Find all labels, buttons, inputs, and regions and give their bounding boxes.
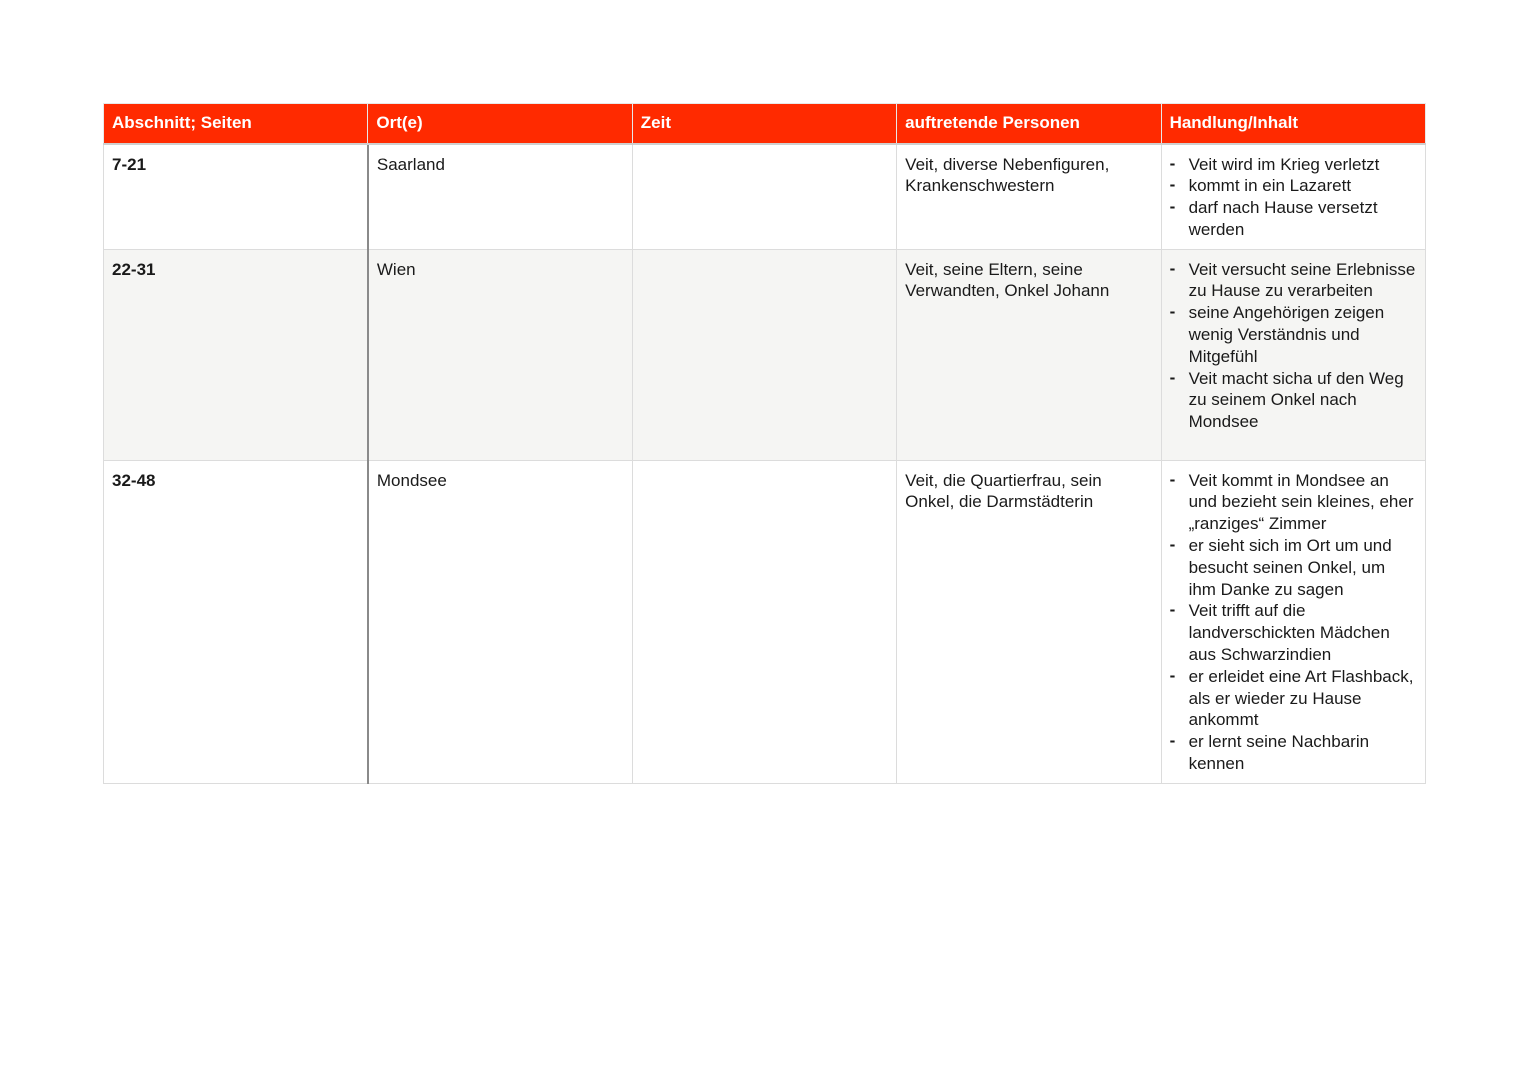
cell-handlung xyxy=(1161,249,1425,460)
cell-zeit xyxy=(632,460,896,783)
header-handlung: Handlung/Inhalt xyxy=(1161,104,1425,144)
table-row xyxy=(104,460,1426,783)
cell-personen: Veit, die Quartierfrau, sein Onkel, die Darmstädterin xyxy=(897,460,1161,783)
list-item: - Veit versucht seine Erlebnisse zu Hause zu verarbeiten xyxy=(1170,259,1417,303)
list-item: - Veit trifft auf die landverschickten Mädchen aus Schwarzindien xyxy=(1170,600,1417,665)
list-item: - er lernt seine Nachbarin kennen xyxy=(1170,731,1417,775)
cell-ort: Saarland xyxy=(368,144,632,250)
handlung-list xyxy=(1170,154,1417,241)
cell-personen: Veit, seine Eltern, seine Verwandten, Onkel Johann xyxy=(897,249,1161,460)
cell-abschnitt: 7-21 xyxy=(104,144,368,250)
table-row xyxy=(104,249,1426,460)
list-item: - Veit wird im Krieg verletzt xyxy=(1170,154,1417,176)
handlung-list xyxy=(1170,259,1417,433)
cell-handlung xyxy=(1161,144,1425,250)
handlung-list xyxy=(1170,470,1417,775)
header-zeit: Zeit xyxy=(632,104,896,144)
cell-personen: Veit, diverse Nebenfiguren, Krankenschwestern xyxy=(897,144,1161,250)
list-item: - Veit kommt in Mondsee an und bezieht sein kleines, eher „ranziges“ Zimmer xyxy=(1170,470,1417,535)
list-item: - er sieht sich im Ort um und besucht seinen Onkel, um ihm Danke zu sagen xyxy=(1170,535,1417,600)
cell-handlung xyxy=(1161,460,1425,783)
list-item: - kommt in ein Lazarett xyxy=(1170,175,1417,197)
header-row xyxy=(104,104,1426,144)
cell-ort: Wien xyxy=(368,249,632,460)
table-row xyxy=(104,144,1426,250)
header-personen: auftretende Personen xyxy=(897,104,1161,144)
cell-zeit xyxy=(632,249,896,460)
list-item: - seine Angehörigen zeigen wenig Verständnis und Mitgefühl xyxy=(1170,302,1417,367)
header-abschnitt: Abschnitt; Seiten xyxy=(104,104,368,144)
list-item: - Veit macht sicha uf den Weg zu seinem Onkel nach Mondsee xyxy=(1170,368,1417,433)
list-item: - darf nach Hause versetzt werden xyxy=(1170,197,1417,241)
cell-abschnitt: 22-31 xyxy=(104,249,368,460)
header-ort: Ort(e) xyxy=(368,104,632,144)
summary-table xyxy=(103,103,1426,784)
list-item: - er erleidet eine Art Flashback, als er wieder zu Hause ankommt xyxy=(1170,666,1417,731)
cell-zeit xyxy=(632,144,896,250)
cell-abschnitt: 32-48 xyxy=(104,460,368,783)
cell-ort: Mondsee xyxy=(368,460,632,783)
